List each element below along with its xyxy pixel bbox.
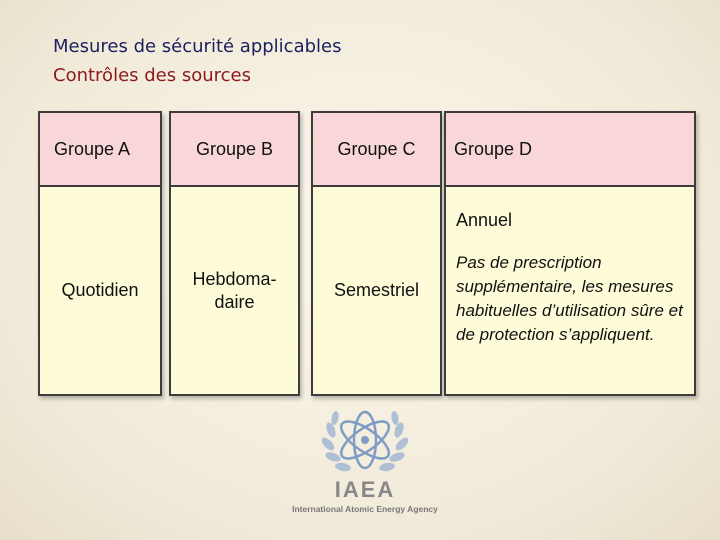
slide-title [53,32,342,90]
iaea-logo [285,400,445,522]
atom-wreath-icon [285,400,445,480]
title-line-1: Mesures de sécurité applicables [53,36,342,57]
group-c-value: Semestriel [333,280,420,300]
group-d-value: Annuel [456,210,513,230]
group-c-card [311,111,442,396]
group-d-note: Pas de prescription supplémentaire, les mesures habituelles d’utilisation sûre et de protection s’appliquent. [456,253,683,344]
title-line-2: Contrôles des sources [53,65,251,86]
logo-acronym: IAEA [334,477,396,502]
group-a-value: Quotidien [61,280,139,300]
group-b-value: Hebdoma- daire [192,268,277,312]
group-d-card [444,111,696,396]
group-a-card [38,111,162,396]
logo-full-name: International Atomic Energy Agency [292,504,438,514]
group-a-header: Groupe A [40,113,160,187]
group-b-card [169,111,300,396]
group-c-header: Groupe C [313,113,440,187]
group-b-header: Groupe B [171,113,298,187]
group-d-header: Groupe D [446,113,694,187]
